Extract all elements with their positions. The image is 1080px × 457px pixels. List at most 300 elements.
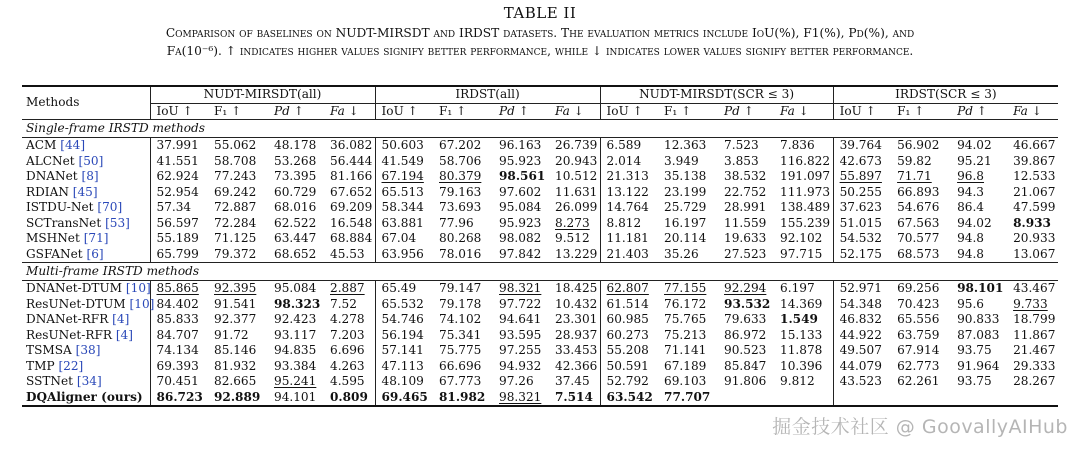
metric-value: 21.403 bbox=[606, 246, 649, 261]
metric-value: 74.134 bbox=[156, 343, 199, 357]
metric-value: 93.75 bbox=[957, 343, 992, 357]
metric-value-cell bbox=[208, 312, 268, 328]
metric-value: 20.114 bbox=[664, 231, 707, 245]
metric-value: 11.559 bbox=[724, 215, 767, 230]
method-name-cell bbox=[22, 359, 150, 375]
metric-value-cell bbox=[891, 200, 951, 216]
metric-value: 93.75 bbox=[957, 374, 992, 388]
metric-value: 50.603 bbox=[381, 138, 424, 152]
metric-value-cell bbox=[208, 216, 268, 232]
metric-value-cell bbox=[208, 154, 268, 170]
metric-value-cell bbox=[208, 359, 268, 375]
method-name-cell bbox=[22, 390, 150, 407]
metric-value: 78.016 bbox=[439, 246, 482, 261]
metric-value: 77.96 bbox=[439, 215, 474, 230]
method-name: ResUNet-RFR bbox=[26, 327, 112, 342]
metric-value-cell bbox=[1007, 216, 1058, 232]
table-body bbox=[22, 120, 1058, 407]
metric-value: 93.532 bbox=[724, 296, 771, 311]
method-name: MSHNet bbox=[26, 231, 80, 245]
metric-value: 58.706 bbox=[439, 153, 482, 168]
metric-value: 57.34 bbox=[156, 200, 192, 214]
method-name: GSFANet bbox=[26, 246, 83, 261]
citation-link[interactable]: [44] bbox=[60, 138, 86, 152]
metric-value-cell bbox=[718, 216, 774, 232]
metric-value: 14.369 bbox=[780, 296, 823, 311]
table-row bbox=[22, 297, 1058, 313]
metric-value: 44.922 bbox=[839, 327, 882, 342]
metric-value-cell bbox=[600, 359, 658, 375]
metric-value-cell bbox=[324, 138, 375, 154]
metric-value-cell bbox=[549, 200, 600, 216]
metric-value: 58.708 bbox=[214, 153, 257, 168]
metric-value-cell bbox=[774, 154, 833, 170]
metric-value-cell bbox=[433, 169, 493, 185]
metric-value: 18.425 bbox=[555, 281, 598, 295]
metric-value-cell bbox=[493, 138, 549, 154]
metric-value: 44.079 bbox=[839, 358, 882, 373]
metric-value: 62.924 bbox=[156, 169, 199, 183]
method-name-cell bbox=[22, 247, 150, 263]
citation-link[interactable]: [50] bbox=[78, 153, 104, 168]
metric-value-cell bbox=[718, 231, 774, 247]
metric-value-cell bbox=[718, 169, 774, 185]
metric-value: 155.239 bbox=[780, 215, 831, 230]
metric-value-cell bbox=[493, 247, 549, 263]
metric-value: 52.954 bbox=[156, 184, 199, 199]
metric-value: 75.765 bbox=[664, 312, 707, 326]
metric-value-cell bbox=[1007, 185, 1058, 201]
metric-value-cell bbox=[600, 138, 658, 154]
method-name: ISTDU-Net bbox=[26, 200, 94, 214]
metric-value-cell bbox=[268, 154, 324, 170]
metric-value: 69.256 bbox=[897, 281, 940, 295]
metric-value-cell bbox=[1007, 169, 1058, 185]
metric-value: 75.341 bbox=[439, 327, 482, 342]
metric-value: 74.102 bbox=[439, 312, 482, 326]
metric-value-cell bbox=[324, 390, 375, 407]
metric-value: 50.255 bbox=[839, 184, 882, 199]
metric-value-cell bbox=[375, 200, 433, 216]
metric-value-cell bbox=[718, 154, 774, 170]
metric-value: 12.363 bbox=[664, 138, 707, 152]
metric-value: 58.344 bbox=[381, 200, 424, 214]
metric-value: 46.667 bbox=[1013, 138, 1056, 152]
metric-value: 16.197 bbox=[664, 215, 707, 230]
metric-value: 23.199 bbox=[664, 184, 707, 199]
metric-value-cell bbox=[718, 374, 774, 390]
metric-value-cell bbox=[833, 359, 891, 375]
method-name-cell bbox=[22, 328, 150, 344]
metric-value-cell bbox=[150, 138, 208, 154]
metric-value: 67.194 bbox=[381, 169, 424, 183]
table-row bbox=[22, 185, 1058, 201]
metric-value-cell bbox=[600, 312, 658, 328]
metric-value: 54.676 bbox=[897, 200, 940, 214]
metric-value-cell bbox=[375, 216, 433, 232]
metric-value-cell bbox=[833, 281, 891, 297]
metric-value: 65.799 bbox=[156, 246, 199, 261]
metric-value: 79.372 bbox=[214, 246, 257, 261]
metric-value-cell bbox=[658, 169, 718, 185]
metric-value-cell bbox=[208, 169, 268, 185]
method-name-cell bbox=[22, 296, 155, 313]
metric-value-cell bbox=[493, 359, 549, 375]
metric-value: 37.623 bbox=[839, 200, 882, 214]
metric-value: 92.889 bbox=[214, 389, 261, 404]
citation-link[interactable]: [22] bbox=[58, 358, 84, 373]
metric-value-cell bbox=[718, 138, 774, 154]
metric-value: 92.294 bbox=[724, 281, 767, 295]
metric-value-cell bbox=[833, 185, 891, 201]
metric-value-cell bbox=[324, 154, 375, 170]
metric-value-cell bbox=[891, 247, 951, 263]
table-row bbox=[22, 374, 1058, 390]
metric-value: 68.016 bbox=[274, 200, 317, 214]
metric-value-cell bbox=[150, 374, 208, 390]
metric-header: Pd ↑ bbox=[957, 103, 987, 118]
citation-link[interactable]: [10] bbox=[129, 296, 155, 311]
metric-value-cell bbox=[549, 138, 600, 154]
metric-value: 70.423 bbox=[897, 296, 940, 311]
metric-value: 66.893 bbox=[897, 184, 940, 199]
metric-value: 61.514 bbox=[606, 296, 649, 311]
metric-value: 28.991 bbox=[724, 200, 767, 214]
method-name-cell bbox=[22, 169, 150, 185]
metric-value: 81.982 bbox=[439, 389, 486, 404]
metric-value: 20.943 bbox=[555, 153, 598, 168]
metric-value-cell bbox=[433, 343, 493, 359]
metric-value-cell bbox=[493, 185, 549, 201]
metric-value-cell bbox=[833, 328, 891, 344]
metric-value-cell bbox=[324, 216, 375, 232]
metric-value: 95.6 bbox=[957, 296, 985, 311]
metric-value: 94.8 bbox=[957, 231, 985, 245]
metric-value: 55.897 bbox=[839, 169, 882, 183]
metric-value-cell bbox=[658, 185, 718, 201]
metric-value-cell bbox=[150, 312, 208, 328]
metric-value-cell bbox=[150, 231, 208, 247]
metric-value: 91.806 bbox=[724, 374, 767, 388]
metric-value: 49.507 bbox=[839, 343, 882, 357]
metric-value-cell bbox=[1007, 297, 1058, 313]
metric-value: 98.321 bbox=[499, 281, 542, 295]
metric-value: 43.523 bbox=[839, 374, 882, 388]
citation-link[interactable]: [53] bbox=[105, 215, 130, 230]
metric-value-cell bbox=[375, 343, 433, 359]
metric-value: 97.255 bbox=[499, 343, 542, 357]
citation-link[interactable]: [38] bbox=[75, 343, 101, 357]
metric-value-cell bbox=[433, 247, 493, 263]
metric-value-cell bbox=[268, 281, 324, 297]
section-header-row bbox=[22, 263, 1058, 281]
metric-value-cell bbox=[375, 297, 433, 313]
metric-value: 68.573 bbox=[897, 246, 940, 261]
metric-value-cell bbox=[774, 200, 833, 216]
table-row bbox=[22, 154, 1058, 170]
method-name: DNANet-DTUM bbox=[26, 281, 123, 295]
metric-value: 97.715 bbox=[780, 246, 823, 261]
metric-value-cell bbox=[718, 247, 774, 263]
metric-value-cell bbox=[549, 247, 600, 263]
metric-value-cell bbox=[951, 138, 1007, 154]
metric-value-cell bbox=[549, 154, 600, 170]
metric-value: 79.633 bbox=[724, 312, 767, 326]
metric-value-cell bbox=[833, 390, 891, 407]
metric-value-cell bbox=[718, 390, 774, 407]
metric-value: 7.52 bbox=[330, 296, 357, 311]
metric-value: 79.163 bbox=[439, 184, 482, 199]
metric-value: 69.393 bbox=[156, 358, 199, 373]
metric-value: 81.166 bbox=[330, 169, 373, 183]
metric-value: 73.395 bbox=[274, 169, 317, 183]
metric-value: 47.599 bbox=[1013, 200, 1056, 214]
metric-value: 6.197 bbox=[780, 281, 815, 295]
metric-value-cell bbox=[600, 297, 658, 313]
metric-header: Pd ↑ bbox=[499, 103, 529, 118]
metric-value-cell bbox=[1007, 247, 1058, 263]
metric-value: 80.268 bbox=[439, 231, 482, 245]
citation-link[interactable]: [70] bbox=[97, 200, 123, 214]
metric-value: 1.549 bbox=[780, 312, 818, 326]
metric-value: 69.242 bbox=[214, 184, 257, 199]
metric-value: 0.809 bbox=[330, 389, 368, 404]
metric-value-cell bbox=[150, 200, 208, 216]
metric-value-cell bbox=[433, 312, 493, 328]
method-name: TMP bbox=[26, 358, 55, 373]
metric-value: 46.832 bbox=[839, 312, 882, 326]
metric-value-cell bbox=[268, 328, 324, 344]
metric-value: 63.759 bbox=[897, 327, 940, 342]
metric-value: 48.178 bbox=[274, 138, 317, 152]
metric-value-cell bbox=[774, 359, 833, 375]
metric-value: 39.764 bbox=[839, 138, 882, 152]
citation-link[interactable]: [4] bbox=[115, 327, 133, 342]
metric-value-cell bbox=[891, 154, 951, 170]
metric-value-cell bbox=[433, 138, 493, 154]
metric-value-cell bbox=[833, 297, 891, 313]
metric-value-cell bbox=[774, 216, 833, 232]
metric-value-cell bbox=[600, 200, 658, 216]
metric-value-cell bbox=[600, 247, 658, 263]
metric-value-cell bbox=[600, 281, 658, 297]
metric-value: 94.3 bbox=[957, 184, 985, 199]
metric-value-cell bbox=[1007, 390, 1058, 407]
table-row bbox=[22, 169, 1058, 185]
metric-value: 98.561 bbox=[499, 169, 546, 183]
metric-value-cell bbox=[324, 297, 375, 313]
metric-value-cell bbox=[1007, 231, 1058, 247]
metric-value-cell bbox=[891, 281, 951, 297]
metric-value: 72.284 bbox=[214, 215, 257, 230]
metric-value-cell bbox=[268, 343, 324, 359]
metric-value: 19.633 bbox=[724, 231, 767, 245]
metric-value: 60.985 bbox=[606, 312, 649, 326]
metric-value-cell bbox=[1007, 281, 1058, 297]
table-caption bbox=[22, 24, 1058, 60]
metric-value: 39.867 bbox=[1013, 153, 1056, 168]
metric-value: 28.937 bbox=[555, 327, 598, 342]
metric-value: 84.707 bbox=[156, 327, 199, 342]
citation-link[interactable]: [10] bbox=[125, 281, 151, 295]
metric-value: 10.512 bbox=[555, 169, 598, 183]
metric-value-cell bbox=[493, 169, 549, 185]
metric-value-cell bbox=[208, 185, 268, 201]
metric-value: 73.693 bbox=[439, 200, 482, 214]
metric-value-cell bbox=[549, 169, 600, 185]
metric-value: 35.138 bbox=[664, 169, 707, 183]
metric-value: 15.133 bbox=[780, 327, 823, 342]
metric-value-cell bbox=[600, 231, 658, 247]
metric-value-cell bbox=[600, 343, 658, 359]
method-name-cell bbox=[22, 281, 150, 297]
metric-value: 95.923 bbox=[499, 153, 542, 168]
metric-value: 7.523 bbox=[724, 138, 759, 152]
metric-value-cell bbox=[150, 154, 208, 170]
metric-value-cell bbox=[324, 328, 375, 344]
metric-value: 75.213 bbox=[664, 327, 707, 342]
method-name: DQAligner (ours) bbox=[26, 389, 143, 404]
metric-value: 70.451 bbox=[156, 374, 199, 388]
metric-value-cell bbox=[549, 374, 600, 390]
metric-value-cell bbox=[774, 231, 833, 247]
metric-value-cell bbox=[951, 247, 1007, 263]
metric-value-cell bbox=[324, 359, 375, 375]
metric-value-cell bbox=[268, 247, 324, 263]
metric-value: 9.812 bbox=[780, 374, 815, 388]
metric-value-cell bbox=[268, 359, 324, 375]
metric-value: 36.082 bbox=[330, 138, 373, 152]
metric-value-cell bbox=[833, 169, 891, 185]
citation-link[interactable]: [8] bbox=[81, 169, 99, 183]
metric-value-cell bbox=[150, 281, 208, 297]
metric-value: 86.4 bbox=[957, 200, 985, 214]
metric-value-cell bbox=[718, 343, 774, 359]
metric-value: 11.867 bbox=[1013, 327, 1056, 342]
table-row bbox=[22, 200, 1058, 216]
metric-value-cell bbox=[951, 231, 1007, 247]
metric-value: 84.402 bbox=[156, 296, 199, 311]
metric-value: 67.202 bbox=[439, 138, 482, 152]
method-name-cell bbox=[22, 374, 150, 390]
metric-value: 7.836 bbox=[780, 138, 815, 152]
method-name: ACM bbox=[26, 138, 57, 152]
metric-value-cell bbox=[268, 374, 324, 390]
metric-value-cell bbox=[375, 359, 433, 375]
metric-value-cell bbox=[951, 281, 1007, 297]
metric-value: 62.807 bbox=[606, 281, 649, 295]
metric-value-cell bbox=[891, 390, 951, 407]
metric-value-cell bbox=[718, 312, 774, 328]
metric-value-cell bbox=[375, 374, 433, 390]
metric-header: Fa ↓ bbox=[1013, 103, 1042, 118]
metric-value-cell bbox=[718, 297, 774, 313]
metric-value: 98.082 bbox=[499, 231, 542, 245]
group-header: IRDST(SCR ≤ 3) bbox=[833, 86, 1058, 103]
metric-value-cell bbox=[833, 216, 891, 232]
metric-value-cell bbox=[833, 154, 891, 170]
citation-link[interactable]: [4] bbox=[112, 312, 130, 326]
metric-value-cell bbox=[600, 169, 658, 185]
metric-value-cell bbox=[658, 231, 718, 247]
metric-value-cell bbox=[600, 328, 658, 344]
metric-value: 69.465 bbox=[381, 389, 428, 404]
citation-link[interactable]: [45] bbox=[72, 184, 98, 199]
comparison-table bbox=[22, 85, 1058, 407]
citation-link[interactable]: [6] bbox=[86, 246, 104, 261]
metric-value-cell bbox=[268, 185, 324, 201]
method-name: ResUNet-DTUM bbox=[26, 296, 126, 311]
metric-value-cell bbox=[433, 374, 493, 390]
metric-value: 21.067 bbox=[1013, 184, 1056, 199]
metric-value: 4.278 bbox=[330, 312, 365, 326]
section-header-row bbox=[22, 120, 1058, 138]
metric-value-cell bbox=[493, 231, 549, 247]
metric-value: 86.972 bbox=[724, 327, 767, 342]
metric-value-cell bbox=[150, 359, 208, 375]
citation-link[interactable]: [71] bbox=[83, 231, 109, 245]
metric-value: 2.014 bbox=[606, 153, 642, 168]
metric-value-cell bbox=[493, 216, 549, 232]
metric-value-cell bbox=[493, 200, 549, 216]
group-header-row bbox=[22, 86, 1058, 103]
metric-value: 63.447 bbox=[274, 231, 317, 245]
method-name: SSTNet bbox=[26, 374, 74, 388]
metric-value-cell bbox=[324, 312, 375, 328]
metric-value-cell bbox=[1007, 359, 1058, 375]
metric-value: 67.652 bbox=[330, 184, 373, 199]
metric-value-cell bbox=[658, 247, 718, 263]
metric-value: 9.733 bbox=[1013, 296, 1048, 311]
metric-value-cell bbox=[600, 374, 658, 390]
metric-value-cell bbox=[268, 390, 324, 407]
table-row bbox=[22, 312, 1058, 328]
metric-value: 94.835 bbox=[274, 343, 317, 357]
metric-value-cell bbox=[891, 374, 951, 390]
metric-value: 2.887 bbox=[330, 281, 365, 295]
metric-value: 3.853 bbox=[724, 153, 759, 168]
table-caption-line-2: Fa(10⁻⁶). ↑ indicates higher values signify better performance, while ↓ indicates lower values signify better performance. bbox=[166, 44, 914, 58]
metric-value: 21.313 bbox=[606, 169, 649, 183]
metric-value-cell bbox=[774, 185, 833, 201]
metric-header: Fa ↓ bbox=[780, 103, 809, 118]
metric-value: 54.348 bbox=[839, 296, 882, 311]
metric-value-cell bbox=[549, 343, 600, 359]
metric-value: 77.155 bbox=[664, 281, 707, 295]
metric-value: 69.103 bbox=[664, 374, 707, 388]
metric-value-cell bbox=[549, 359, 600, 375]
metric-value: 63.881 bbox=[381, 215, 424, 230]
metric-value-cell bbox=[951, 390, 1007, 407]
metric-value: 11.181 bbox=[606, 231, 649, 245]
metric-value-cell bbox=[375, 390, 433, 407]
metric-value-cell bbox=[268, 169, 324, 185]
metric-value-cell bbox=[493, 374, 549, 390]
citation-link[interactable]: [34] bbox=[76, 374, 102, 388]
metric-value: 81.932 bbox=[214, 358, 257, 373]
metric-value: 59.82 bbox=[897, 153, 932, 168]
metric-value-cell bbox=[658, 390, 718, 407]
metric-value-cell bbox=[493, 154, 549, 170]
metric-value: 33.453 bbox=[555, 343, 598, 357]
metric-value-cell bbox=[951, 169, 1007, 185]
metric-value-cell bbox=[951, 328, 1007, 344]
metric-value: 69.209 bbox=[330, 200, 373, 214]
metric-value: 6.589 bbox=[606, 138, 642, 152]
metric-value: 13.122 bbox=[606, 184, 649, 199]
metric-header: IoU ↑ bbox=[150, 103, 208, 120]
metric-value-cell bbox=[951, 185, 1007, 201]
